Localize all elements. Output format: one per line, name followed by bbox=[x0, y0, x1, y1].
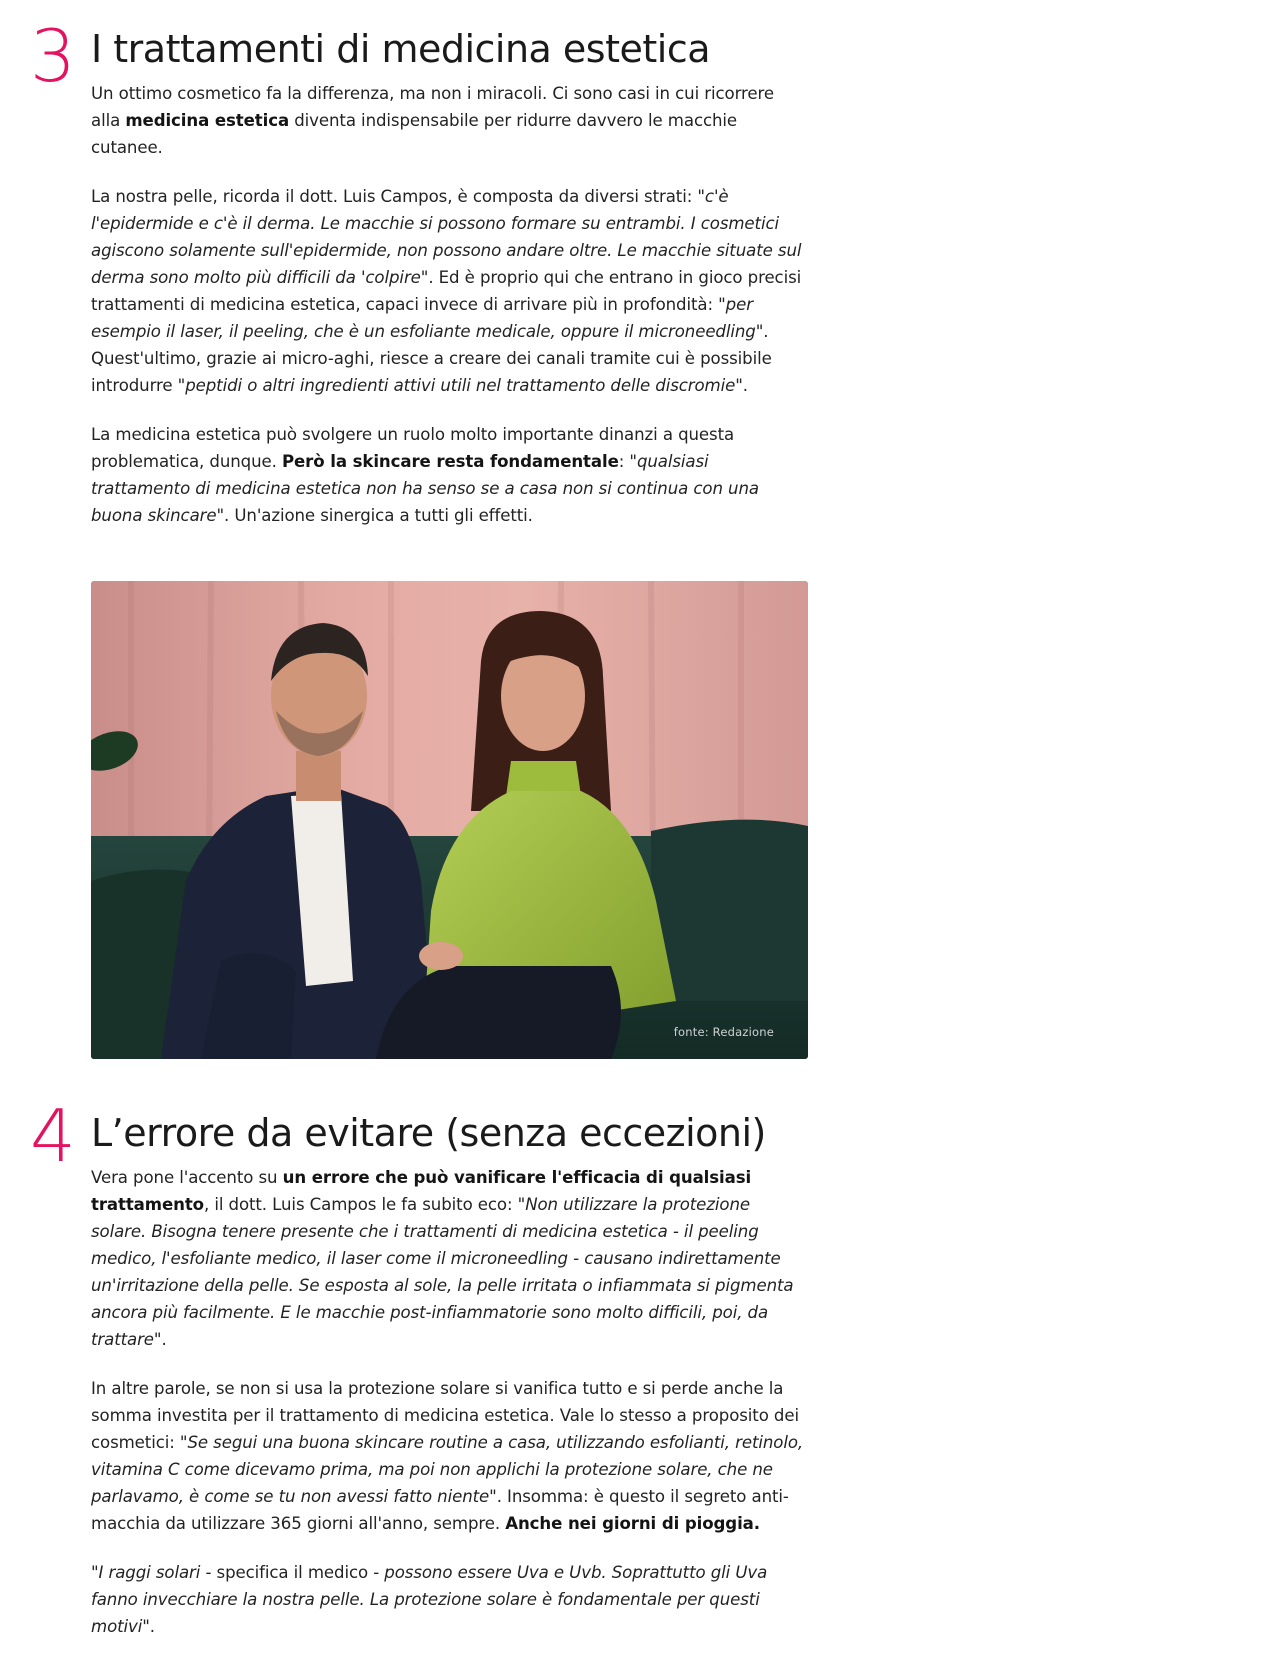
paragraph: "I raggi solari - specifica il medico - possono essere Uva e Uvb. Soprattutto gli Uva fanno invecchiare la nostra pelle. La protezione solare è fondamentale per questi motivi". bbox=[91, 1563, 768, 1636]
section-body bbox=[91, 1164, 806, 1662]
section-number: 3 bbox=[30, 14, 74, 98]
section-title: L’errore da evitare (senza eccezioni) bbox=[91, 1111, 766, 1155]
paragraph: La nostra pelle, ricorda il dott. Luis Campos, è composta da diversi strati: "c'è l'epidermide e c'è il derma. Le macchie si possono formare su entrambi. I cosmetici agiscono solamente sull'epidermide, non possono andare oltre. Le macchie situate sul derma sono molto più difficili da 'colpire". Ed è proprio qui che entrano in gioco precisi trattamenti di medicina estetica, capaci invece di arrivare più in profondità: "per esempio il laser, il peeling, che è un esfoliante medicale, oppure il microneedling". Quest'ultimo, grazie ai micro-aghi, riesce a creare dei canali tramite cui è possibile introdurre "peptidi o altri ingredienti attivi utili nel trattamento delle discromie". bbox=[91, 187, 802, 395]
paragraph: Un ottimo cosmetico fa la differenza, ma non i miracoli. Ci sono casi in cui ricorrere alla medicina estetica diventa indispensabile per ridurre davvero le macchie cutanee. bbox=[91, 84, 774, 157]
paragraph: In altre parole, se non si usa la protezione solare si vanifica tutto e si perde anche la somma investita per il trattamento di medicina estetica. Vale lo stesso a proposito dei cosmetici: "Se segui una buona skincare routine a casa, utilizzando esfolianti, retinolo, vitamina C come dicevamo prima, ma poi non applichi la protezione solare, che ne parlavamo, è come se tu non avessi fatto niente". Insomma: è questo il segreto anti-macchia da utilizzare 365 giorni all'anno, sempre. Anche nei giorni di pioggia. bbox=[91, 1379, 804, 1533]
photo-credit: fonte: Redazione bbox=[673, 1025, 774, 1039]
section-body bbox=[91, 80, 806, 551]
section-title: I trattamenti di medicina estetica bbox=[91, 27, 711, 71]
paragraph: La medicina estetica può svolgere un ruolo molto importante dinanzi a questa problematica, dunque. Però la skincare resta fondamentale: "qualsiasi trattamento di medicina estetica non ha senso se a casa non si continua con una buona skincare". Un'azione sinergica a tutti gli effetti. bbox=[91, 425, 759, 525]
photo-illustration bbox=[91, 581, 808, 1059]
article-photo bbox=[91, 581, 808, 1059]
section-number: 4 bbox=[30, 1094, 74, 1178]
paragraph: Vera pone l'accento su un errore che può vanificare l'efficacia di qualsiasi trattamento, il dott. Luis Campos le fa subito eco: "Non utilizzare la protezione solare. Bisogna tenere presente che i trattamenti di medicina estetica - il peeling medico, l'esfoliante medico, il laser come il microneedling - causano indirettamente un'irritazione della pelle. Se esposta al sole, la pelle irritata o infiammata si pigmenta ancora più facilmente. E le macchie post-infiammatorie sono molto difficili, poi, da trattare". bbox=[91, 1168, 794, 1349]
